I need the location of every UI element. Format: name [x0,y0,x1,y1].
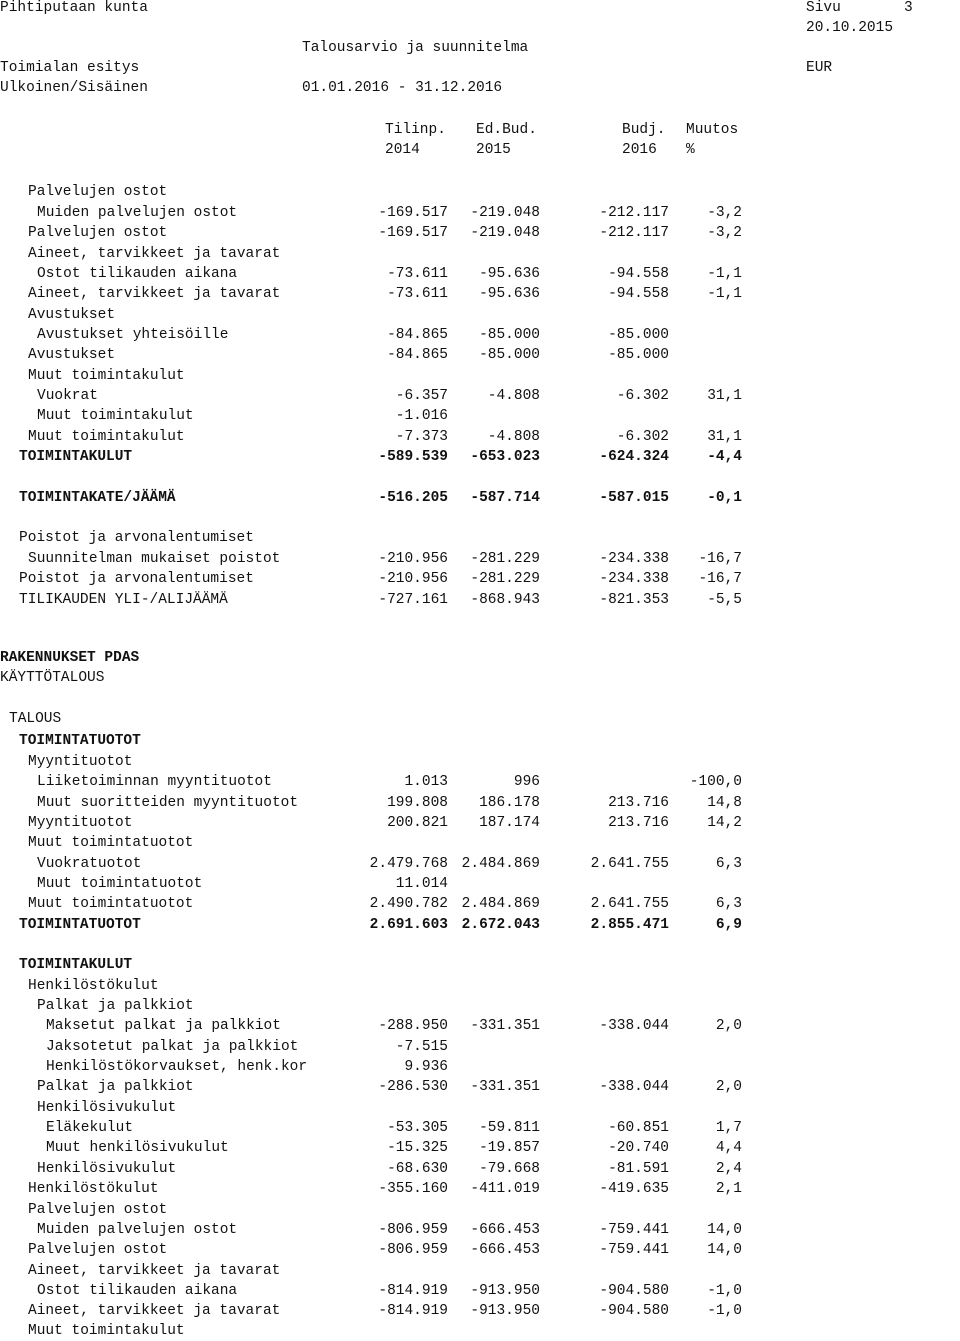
table-row [0,1138,960,1158]
value-2016: -85.000 [608,327,669,343]
value-2015: -913.950 [470,1283,540,1299]
change-percent: 6,9 [715,917,742,933]
value-2014: -210.956 [378,571,448,587]
table-row [0,528,960,548]
value-2014: 9.936 [404,1059,448,1075]
value-2016: -212.117 [599,225,669,241]
value-2014: 11.014 [395,876,448,892]
table-row [0,752,960,772]
value-2014: -806.959 [378,1222,448,1238]
value-2014: -6.357 [395,388,448,404]
value-2015: 2.484.869 [461,856,540,872]
value-2014: -589.539 [378,449,448,465]
table-row [0,1057,960,1077]
row-label: Palvelujen ostot [28,1242,168,1258]
value-2014: -286.530 [378,1079,448,1095]
table-row [0,915,960,935]
value-2016: 2.641.755 [590,896,669,912]
value-2014: -15.325 [387,1140,448,1156]
change-percent: 31,1 [707,429,742,445]
value-2015: -4.808 [487,429,540,445]
value-2016: -624.324 [599,449,669,465]
value-2015: 186.178 [479,795,540,811]
value-2016: -759.441 [599,1222,669,1238]
scope-label: Ulkoinen/Sisäinen [0,80,148,96]
table-row [0,427,960,447]
value-2015: -587.714 [470,490,540,506]
row-label: Henkilöstökulut [28,1181,159,1197]
value-2015: -95.636 [479,266,540,282]
row-label: Suunnitelman mukaiset poistot [28,551,281,567]
col-header-2016: 2016 [622,142,657,158]
row-label: Avustukset [28,307,116,323]
value-2016: -212.117 [599,205,669,221]
value-2015: -219.048 [470,225,540,241]
table-row [0,406,960,426]
table-row [0,1037,960,1057]
value-2014: 200.821 [387,815,448,831]
value-2015: -281.229 [470,551,540,567]
change-percent: 14,0 [707,1222,742,1238]
change-percent: 1,7 [715,1120,742,1136]
table-row [0,793,960,813]
value-2014: -84.865 [387,347,448,363]
value-2016: -6.302 [616,429,669,445]
value-2014: -84.865 [387,327,448,343]
value-2014: -169.517 [378,205,448,221]
period-label: 01.01.2016 - 31.12.2016 [302,80,503,96]
table-row [0,345,960,365]
currency-label: EUR [806,60,833,76]
value-2014: -355.160 [378,1181,448,1197]
table-row [0,284,960,304]
table-row [0,549,960,569]
table-row [0,1240,960,1260]
table-row [0,203,960,223]
col-header-2014: 2014 [385,142,420,158]
table-row [0,325,960,345]
change-percent: 31,1 [707,388,742,404]
value-2015: -666.453 [470,1242,540,1258]
row-label: Muut toimintatuotot [37,876,203,892]
row-label: Vuokrat [37,388,98,404]
table-row [0,447,960,467]
row-label: Muut toimintakulut [37,408,194,424]
value-2014: -210.956 [378,551,448,567]
value-2014: -1.016 [395,408,448,424]
row-label: Myyntituotot [28,754,133,770]
row-label: Muut toimintakulut [28,368,185,384]
col-header-tilinp: Tilinp. [385,122,446,138]
col-header-percent: % [686,142,695,158]
row-label: TOIMINTATUOTOT [19,917,141,933]
col-header-muutos: Muutos [686,122,739,138]
value-2015: -331.351 [470,1018,540,1034]
value-2016: -234.338 [599,551,669,567]
row-label: Poistot ja arvonalentumiset [19,571,254,587]
table-row [0,1261,960,1281]
table-row [0,955,960,975]
row-label: Muiden palvelujen ostot [37,1222,238,1238]
row-label: Eläkekulut [46,1120,134,1136]
change-percent: 2,0 [715,1079,742,1095]
value-2016: -419.635 [599,1181,669,1197]
value-2016: -20.740 [608,1140,669,1156]
value-2014: -169.517 [378,225,448,241]
value-2016: -85.000 [608,347,669,363]
value-2016: -94.558 [608,286,669,302]
change-percent: -16,7 [698,571,742,587]
change-percent: -1,1 [707,266,742,282]
table-row [0,976,960,996]
change-percent: -5,5 [707,592,742,608]
value-2014: -806.959 [378,1242,448,1258]
row-label: Vuokratuotot [37,856,142,872]
table-row [0,366,960,386]
row-label: Henkilöstökulut [28,978,159,994]
value-2016: -338.044 [599,1018,669,1034]
value-2016: -94.558 [608,266,669,282]
change-percent: 14,0 [707,1242,742,1258]
row-label: Muut toimintatuotot [28,835,194,851]
row-label: Ostot tilikauden aikana [37,266,238,282]
row-label: Aineet, tarvikkeet ja tavarat [28,1263,281,1279]
change-percent: 2,0 [715,1018,742,1034]
table-row [0,894,960,914]
row-label: TOIMINTAKULUT [19,449,133,465]
row-label: Jaksotetut palkat ja palkkiot [46,1039,299,1055]
table-row [0,1118,960,1138]
row-label: Muiden palvelujen ostot [37,205,238,221]
row-label: TOIMINTATUOTOT [19,733,141,749]
table-row [0,1179,960,1199]
value-2016: 213.716 [608,815,669,831]
change-percent: -3,2 [707,205,742,221]
table-row [0,1321,960,1341]
row-label: Avustukset yhteisöille [37,327,229,343]
table-row [0,833,960,853]
value-2014: -53.305 [387,1120,448,1136]
row-label: Muut toimintakulut [28,429,185,445]
value-2015: -411.019 [470,1181,540,1197]
row-label: Poistot ja arvonalentumiset [19,530,254,546]
value-2014: 199.808 [387,795,448,811]
table-row [0,488,960,508]
row-label: Henkilöstökorvaukset, henk.kor [46,1059,308,1075]
value-2015: -653.023 [470,449,540,465]
row-label: Maksetut palkat ja palkkiot [46,1018,281,1034]
value-2016: 2.855.471 [590,917,669,933]
change-percent: -100,0 [689,774,742,790]
table-row [0,264,960,284]
table-row [0,1301,960,1321]
value-2015: -281.229 [470,571,540,587]
row-label: Muut toimintakulut [28,1323,185,1339]
row-label: TOIMINTAKATE/JÄÄMÄ [19,490,176,506]
row-label: Palvelujen ostot [28,225,168,241]
row-label: Muut suoritteiden myyntituotot [37,795,299,811]
row-label: Aineet, tarvikkeet ja tavarat [28,1303,281,1319]
row-label: Muut henkilösivukulut [46,1140,229,1156]
report-title: Talousarvio ja suunnitelma [302,40,529,56]
table-row [0,813,960,833]
value-2016: -60.851 [608,1120,669,1136]
table-row [0,1159,960,1179]
row-label: Palkat ja palkkiot [37,1079,194,1095]
value-2014: 1.013 [404,774,448,790]
section-title: RAKENNUKSET PDAS [0,650,140,666]
table-row [0,1200,960,1220]
value-2014: -814.919 [378,1283,448,1299]
table-row [0,874,960,894]
row-label: Palvelujen ostot [28,184,168,200]
value-2016: -904.580 [599,1303,669,1319]
page-number: 3 [904,0,913,16]
value-2015: -868.943 [470,592,540,608]
table-row [0,1016,960,1036]
change-percent: -1,0 [707,1303,742,1319]
table-row [0,772,960,792]
change-percent: -1,1 [707,286,742,302]
value-2015: -85.000 [479,327,540,343]
change-percent: 14,2 [707,815,742,831]
change-percent: -4,4 [707,449,742,465]
value-2014: -516.205 [378,490,448,506]
value-2014: -727.161 [378,592,448,608]
value-2016: -904.580 [599,1283,669,1299]
value-2016: 213.716 [608,795,669,811]
table-row [0,854,960,874]
value-2014: 2.479.768 [369,856,448,872]
value-2015: 187.174 [479,815,540,831]
value-2016: -759.441 [599,1242,669,1258]
value-2015: -85.000 [479,347,540,363]
value-2016: -6.302 [616,388,669,404]
value-2016: -234.338 [599,571,669,587]
row-label: Palkat ja palkkiot [37,998,194,1014]
table-row [0,244,960,264]
value-2015: -79.668 [479,1161,540,1177]
change-percent: -16,7 [698,551,742,567]
value-2014: -68.630 [387,1161,448,1177]
value-2015: -19.857 [479,1140,540,1156]
section-subtitle: KÄYTTÖTALOUS [0,670,105,686]
change-percent: -0,1 [707,490,742,506]
row-label: Myyntituotot [28,815,133,831]
value-2014: -73.611 [387,286,448,302]
value-2016: -821.353 [599,592,669,608]
value-2016: -587.015 [599,490,669,506]
table-row [0,1077,960,1097]
value-2015: -219.048 [470,205,540,221]
col-header-edbud: Ed.Bud. [476,122,537,138]
value-2014: -7.373 [395,429,448,445]
change-percent: -3,2 [707,225,742,241]
section-group: TALOUS [9,711,62,727]
value-2015: -666.453 [470,1222,540,1238]
table-row [0,386,960,406]
value-2014: -7.515 [395,1039,448,1055]
table-row [0,731,960,751]
value-2015: -913.950 [470,1303,540,1319]
value-2014: -73.611 [387,266,448,282]
report-date: 20.10.2015 [806,20,894,36]
row-label: Avustukset [28,347,116,363]
page-label: Sivu [806,0,841,16]
table-row [0,223,960,243]
change-percent: 14,8 [707,795,742,811]
change-percent: -1,0 [707,1283,742,1299]
value-2015: -4.808 [487,388,540,404]
table-row [0,182,960,202]
change-percent: 2,4 [715,1161,742,1177]
row-label: TOIMINTAKULUT [19,957,133,973]
change-percent: 6,3 [715,896,742,912]
table-row [0,590,960,610]
value-2015: -59.811 [479,1120,540,1136]
row-label: TILIKAUDEN YLI-/ALIJÄÄMÄ [19,592,228,608]
value-2014: -288.950 [378,1018,448,1034]
table-row [0,1220,960,1240]
row-label: Ostot tilikauden aikana [37,1283,238,1299]
value-2014: 2.691.603 [369,917,448,933]
value-2015: -95.636 [479,286,540,302]
table-row [0,305,960,325]
org-name: Pihtiputaan kunta [0,0,148,16]
value-2016: 2.641.755 [590,856,669,872]
value-2015: -331.351 [470,1079,540,1095]
presentation-label: Toimialan esitys [0,60,140,76]
table-row [0,1281,960,1301]
change-percent: 2,1 [715,1181,742,1197]
value-2015: 2.672.043 [461,917,540,933]
value-2014: 2.490.782 [369,896,448,912]
col-header-2015: 2015 [476,142,511,158]
row-label: Henkilösivukulut [37,1100,177,1116]
table-row [0,569,960,589]
row-label: Aineet, tarvikkeet ja tavarat [28,286,281,302]
value-2016: -81.591 [608,1161,669,1177]
value-2015: 996 [513,774,540,790]
row-label: Muut toimintatuotot [28,896,194,912]
row-label: Palvelujen ostot [28,1202,168,1218]
table-row [0,1098,960,1118]
change-percent: 6,3 [715,856,742,872]
row-label: Aineet, tarvikkeet ja tavarat [28,246,281,262]
value-2014: -814.919 [378,1303,448,1319]
col-header-budj: Budj. [622,122,666,138]
row-label: Henkilösivukulut [37,1161,177,1177]
change-percent: 4,4 [715,1140,742,1156]
table-row [0,996,960,1016]
row-label: Liiketoiminnan myyntituotot [37,774,272,790]
value-2015: 2.484.869 [461,896,540,912]
value-2016: -338.044 [599,1079,669,1095]
